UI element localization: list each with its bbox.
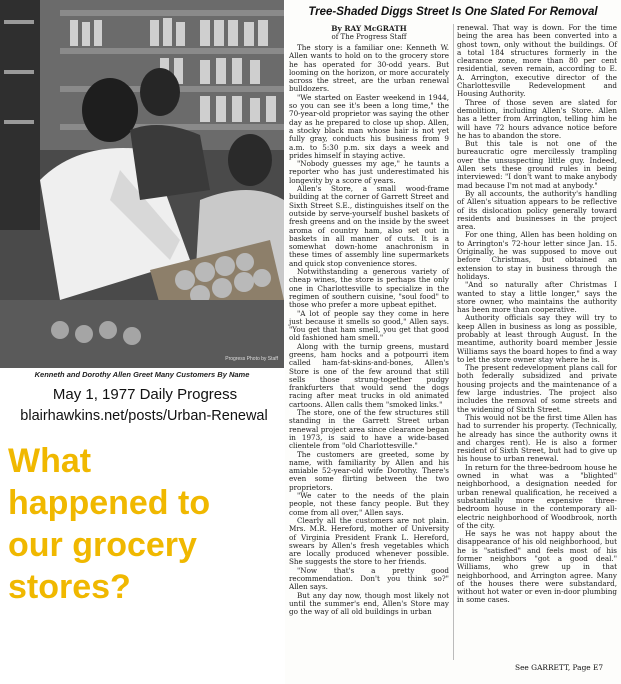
photo-caption: Kenneth and Dorothy Allen Greet Many Customers By Name <box>0 368 284 382</box>
column-divider <box>453 24 454 660</box>
paragraph: Along with the turnip greens, mustard greens, ham hocks and a potpourri item called ham-fat-skins-and-bones, Allen's Store is one of the few around that still sells those strung-together pudgy frankfurters that would send the dogs racing after meat trucks in old animated cartoons. Allen calls them "smoked links." <box>289 341 449 409</box>
paragraph: The customers are greeted, some by name, with familiarity by Allen and his amiable 52-year-old wife Dorothy. There's even some flirting between the two proprietors. <box>289 449 449 492</box>
paragraph: Authority officials say they will try to keep Allen in business as long as possible, probably at least through August. In the meantime, authority board member Jessie Williams says the board hopes to find a way to let the store owner stay where he is. <box>457 313 617 364</box>
article-column-right <box>457 24 617 664</box>
promo-question <box>8 440 276 608</box>
paragraph: But this tale is not one of the bureaucratic ogre mercilessly trampling over the unsuspecting little guy. Indeed, Allen sets these ground rules in being interviewed: "I don't want to make anybody mad because I'm not mad at anybody." <box>457 139 617 190</box>
source-dateline: May 1, 1977 Daily Progress <box>52 386 238 403</box>
photo-credit: Progress Photo by Staff <box>225 356 278 362</box>
paragraph: But any day now, though most likely not until the summer's end, Allen's Store may go the way of all old buildings in urban <box>289 590 449 617</box>
paragraph: For one thing, Allen has been holding on to Arrington's 72-hour letter since Jan. 15. Originally, he was supposed to move out before Christmas, but obtained an extension to stay in business through the holidays. <box>457 230 617 281</box>
paragraph: In return for the three-bedroom house he owned in what was a "blighted" neighborhood, a designation needed for urban renewal qualification, he received a substantially more expensive three-bedroom house in the contemporary all-electric neighborhood of Woodbrook, north of the city. <box>457 462 617 530</box>
paragraph: This would not be the first time Allen has had to surrender his property. (Technically, he already has since the authority owns it and charges rent). He is also a former resident of Sixth Street, but had to give up his house to urban renewal. <box>457 412 617 464</box>
promo-line: What <box>8 442 92 480</box>
paragraph: "We cater to the needs of the plain people, not these fancy people. But they come from all over," Allen says. <box>289 491 449 517</box>
promo-line: our grocery <box>8 526 197 564</box>
grocery-store-photo <box>0 0 284 368</box>
paragraph: The present redevelopment plans call for both federally subsidized and private housing projects and the maintenance of a few large industries. The project also includes the removal of some streets and the widening of Sixth Street. <box>457 363 617 414</box>
source-url: blairhawkins.net/posts/Urban-Renewal <box>20 408 268 424</box>
paragraph: Clearly all the customers are not plain. Mrs. M.R. Hereford, mother of University of Virginia President Frank L. Hereford, swears by Allen's fresh vegetables which are locally produced whenever possible. She suggests the store to her friends. <box>289 515 449 567</box>
newspaper-article <box>285 0 621 684</box>
newspaper-photo <box>0 0 284 368</box>
paragraph: Allen's Store, a small wood-frame building at the corner of Garrett Street and Sixth Street S.E., distinguishes itself on the outside by serve-yourself bushel baskets of fresh greens and on the inside by the sweet aroma of country ham, also set out in baskets in all manner of cuts. It is a somewhat down-home anachronism in these times of assembly line supermarkets and quick stop convenience stores. <box>289 184 449 268</box>
continuation-jump: See GARRETT, Page E7 <box>515 663 604 672</box>
paragraph: The store, one of the few structures still standing in the Garrett Street urban renewal project area since clearance began in 1973, is said to have a wide-based clientele from "old Charlottesville." <box>289 408 449 451</box>
promo-line: stores? <box>8 568 131 606</box>
article-staff-line: of The Progress Staff <box>331 33 407 41</box>
paragraph: "Now that's a pretty good recommendation. Don't you think so?" Allen says. <box>289 565 449 592</box>
article-column-left <box>289 24 449 680</box>
paragraph: "A lot of people say they come in here just because it smells so good," Allen says. "You get that ham smell, you get that good old fashioned ham smell." <box>289 308 449 343</box>
paragraph: "Nobody guesses my age," he taunts a reporter who has just underestimated his longevity by a score of years. <box>289 159 449 185</box>
paragraph: "We started on Easter weekend in 1944, so you can see it's been a long time," the 70-year-old proprietor was saying the other day as he prepared to close up shop. Allen, a stocky black man whose hair is not yet fully gray, conducts his business from 9 a.m. to 5:30 p.m. six days a week and prides himself in staying active. <box>289 92 449 160</box>
paragraph: Three of those seven are slated for demolition, including Allen's Store. Allen has a letter from Arrington, telling him he will have 72 hours advance notice before he has to abandon the store. <box>457 97 617 140</box>
paragraph: "And so naturally after Christmas I wanted to stay a little longer," says the store owner, who maintains the authority has been more than cooperative. <box>457 280 617 315</box>
article-headline: Tree-Shaded Diggs Street Is One Slated For Removal <box>308 6 598 18</box>
paragraph: renewal. That way is down. For the time being the area has been converted into a ghost town, only without the buildings. Of a total 184 structures formerly in the clearance zone, more than 80 per cent residential, seven remain, according to E. A. Arrington, executive director of the Charlottesville Redevelopment and Housing Authority. <box>457 23 617 99</box>
paragraph: Notwithstanding a generous variety of cheap wines, the store is perhaps the only one in Charlottesville to specialize in the regimen of southern cuisine, "soul food" to those who prefer a more upbeat epithet. <box>289 267 449 310</box>
paragraph: He says he was not happy about the disappearance of his old neighborhood, but he is "satisfied" and feels most of his former neighbors "got a good deal." Williams, who grew up in that neighborhood, and Arrington agree. Many of the houses there were substandard, without hot water or even in-door plumbing in some cases. <box>457 529 617 605</box>
promo-line: happened to <box>8 484 211 522</box>
article-byline: By RAY McGRATH <box>331 24 407 33</box>
paragraph: The story is a familiar one: Kenneth W. Allen wants to hold on to the grocery store he has operated for 30-odd years. But looming on the horizon, or more accurately across the street, are the urban renewal bulldozers. <box>289 43 449 94</box>
paragraph: By all accounts, the authority's handling of Allen's situation appears to be reflective of its dislocation policy generally toward residents and businesses in the project area. <box>457 188 617 232</box>
